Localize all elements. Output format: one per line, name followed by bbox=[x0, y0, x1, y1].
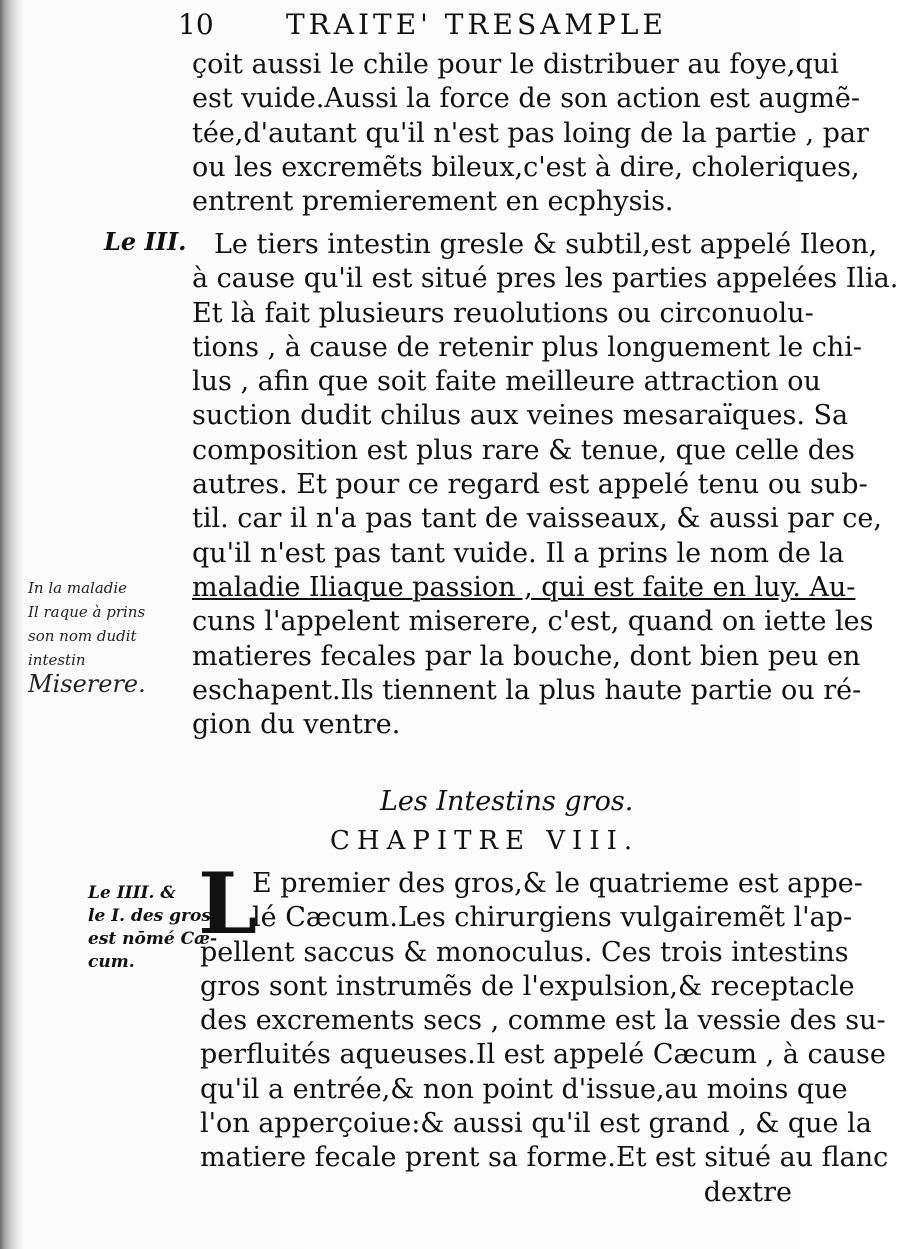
page-number: 10 bbox=[178, 8, 214, 41]
text-line: perfluités aqueuses.Il est appelé Cæcum , à cause bbox=[200, 1039, 886, 1071]
text-line: suction dudit chilus aux veines mesaraïques. Sa bbox=[192, 400, 849, 432]
margin-label-line: cum. bbox=[88, 952, 135, 972]
text-line: lé Cæcum.Les chirurgiens vulgairemẽt l'ap- bbox=[252, 902, 853, 934]
paragraph-2 bbox=[192, 228, 898, 742]
text-line: matieres fecales par la bouche, dont bien peu en bbox=[192, 640, 861, 672]
text-line: gion du ventre. bbox=[192, 709, 401, 741]
text-line: matiere fecale prent sa forme.Et est situé au flanc bbox=[200, 1142, 889, 1174]
text-line: ou les excremẽts bileux,c'est à dire, choleriques, bbox=[192, 151, 860, 183]
handwritten-margin-note bbox=[28, 576, 146, 696]
text-line: dextre bbox=[703, 1176, 792, 1208]
page-header bbox=[178, 6, 788, 42]
text-line: entrent premierement en ecphysis. bbox=[192, 186, 674, 218]
paragraph-3 bbox=[198, 854, 889, 1210]
text-line: à cause qu'il est situé pres les parties appelées Ilia. bbox=[192, 263, 898, 295]
text-line: til. car il n'a pas tant de vaisseaux, & aussi par ce, bbox=[192, 503, 882, 535]
handwritten-line: Miserere. bbox=[28, 670, 146, 698]
text-line: çoit aussi le chile pour le distribuer au foye,qui bbox=[192, 49, 839, 80]
text-line: pellent saccus & monoculus. Ces trois intestins bbox=[200, 936, 849, 968]
text-line: lus , afin que soit faite meilleure attraction ou bbox=[192, 366, 821, 398]
section-subtitle: Les Intestins gros. bbox=[380, 786, 634, 817]
handwritten-line: In la maladie bbox=[28, 579, 128, 597]
handwritten-line: Il raque à prins bbox=[28, 603, 146, 621]
paragraph-1 bbox=[192, 48, 869, 219]
text-line: tions , à cause de retenir plus longuement le chi- bbox=[192, 331, 863, 363]
margin-label-line: Le IIII. & bbox=[88, 883, 176, 903]
handwritten-line: son nom dudit bbox=[28, 627, 137, 645]
text-line: Et là fait plusieurs reuolutions ou circonuolu- bbox=[192, 297, 814, 329]
text-line: cuns l'appelent miserere, c'est, quand on iette les bbox=[192, 606, 874, 638]
text-line: qu'il a entrée,& non point d'issue,au moins que bbox=[200, 1073, 848, 1105]
text-line: est vuide.Aussi la force de son action est augmẽ- bbox=[192, 83, 860, 115]
text-line: qu'il n'est pas tant vuide. Il a prins le nom de la bbox=[192, 537, 845, 569]
text-line: maladie Iliaque passion , qui est faite en luy. Au- bbox=[192, 571, 856, 603]
text-line: Le tiers intestin gresle & subtil,est appelé Ileon, bbox=[214, 229, 878, 260]
text-line: tée,d'autant qu'il n'est pas loing de la partie , par bbox=[192, 117, 869, 149]
text-line: gros sont instrumẽs de l'expulsion,& receptacle bbox=[200, 970, 855, 1002]
text-line: des excrements secs , comme est la vessie des su- bbox=[200, 1005, 886, 1037]
book-spine-shadow bbox=[0, 0, 24, 1249]
text-line: E premier des gros,& le quatrieme est appe- bbox=[252, 868, 863, 899]
chapter-heading: CHAPITRE VIII. bbox=[330, 826, 640, 856]
text-line: l'on apperçoiue:& aussi qu'il est grand , & que la bbox=[200, 1108, 872, 1140]
margin-label-line: est nōmé Cæ- bbox=[88, 929, 218, 949]
running-title: TRAITE' TRESAMPLE bbox=[286, 8, 667, 41]
drop-cap: L bbox=[198, 854, 258, 953]
text-line: eschapent.Ils tiennent la plus haute partie ou ré- bbox=[192, 674, 862, 706]
margin-label-le-iii: Le III. bbox=[104, 227, 187, 256]
text-line: autres. Et pour ce regard est appelé tenu ou sub- bbox=[192, 469, 868, 501]
text-line: composition est plus rare & tenue, que celle des bbox=[192, 434, 855, 466]
handwritten-line: intestin bbox=[28, 651, 86, 669]
margin-label-line: le I. des gros bbox=[88, 906, 211, 926]
